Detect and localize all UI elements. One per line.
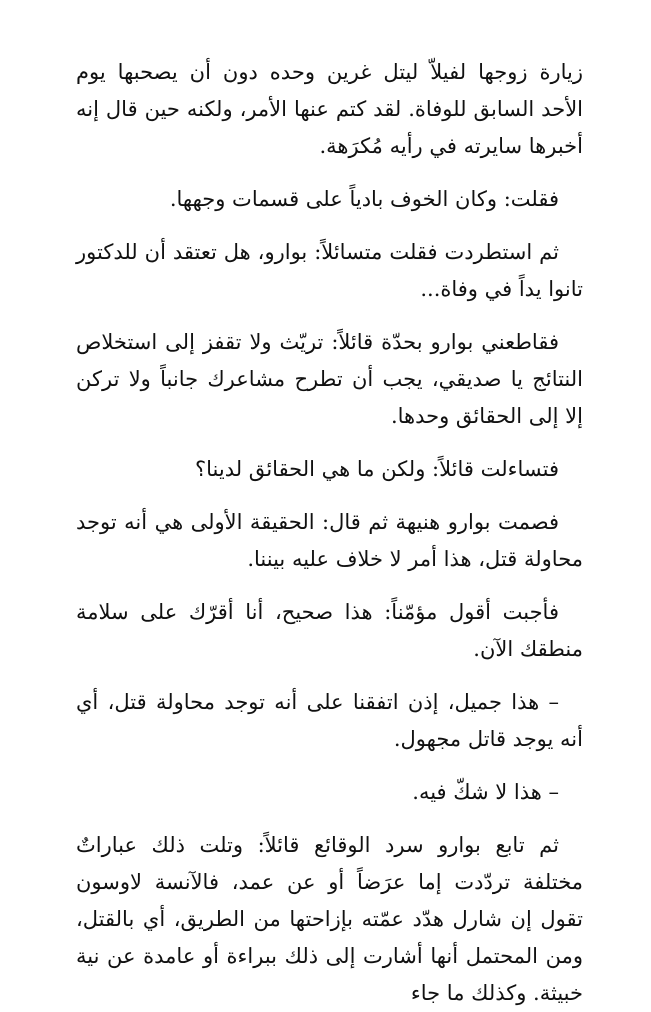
paragraph-4: فقاطعني بوارو بحدّة قائلاً: تريّث ولا تقفز إلى استخلاص النتائج يا صديقي، يجب أن تطرح مشاعرك جانباً ولا تركن إلا إلى الحقائق وحدها. — [76, 330, 583, 428]
paragraph-7: فأجبت أقول مؤمّناً: هذا صحيح، أنا أقرّك على سلامة منطقك الآن. — [76, 600, 583, 661]
paragraph-8: – هذا جميل، إذن اتفقنا على أنه توجد محاولة قتل، أي أنه يوجد قاتل مجهول. — [76, 690, 583, 751]
paragraph-2: فقلت: وكان الخوف بادياً على قسمات وجهها. — [169, 187, 559, 211]
paragraph-10: ثم تابع بوارو سرد الوقائع قائلاً: وتلت ذلك عباراتٌ مختلفة تردّدت إما عرَضاً أو عن عمد، فالآنسة لاوسون تقول إن شارل هدّد عمّته بإزاحتها من الطريق، أي بالقتل، ومن المحتمل أنها أشارت إلى ذلك ببراءة أو عامدة عن نية خبيثة. وكذلك ما جاء — [76, 833, 583, 1005]
paragraph-1: زيارة زوجها لفيلاّ ليتل غرين وحده دون أن يصحبها يوم الأحد السابق للوفاة. لقد كتم عنها الأمر، ولكنه حين قال إنه أخبرها سايرته في رأيه مُكرَهة. — [76, 60, 583, 158]
paragraph-5: فتساءلت قائلاً: ولكن ما هي الحقائق لدينا؟ — [194, 457, 559, 481]
book-page — [76, 54, 583, 1012]
paragraph-9: – هذا لا شكّ فيه. — [412, 780, 559, 804]
paragraph-6: فصمت بوارو هنيهة ثم قال: الحقيقة الأولى هي أنه توجد محاولة قتل، هذا أمر لا خلاف عليه بيننا. — [76, 510, 583, 571]
paragraph-3: ثم استطردت فقلت متسائلاً: بوارو، هل تعتقد أن للدكتور تانوا يداً في وفاة... — [76, 240, 583, 301]
